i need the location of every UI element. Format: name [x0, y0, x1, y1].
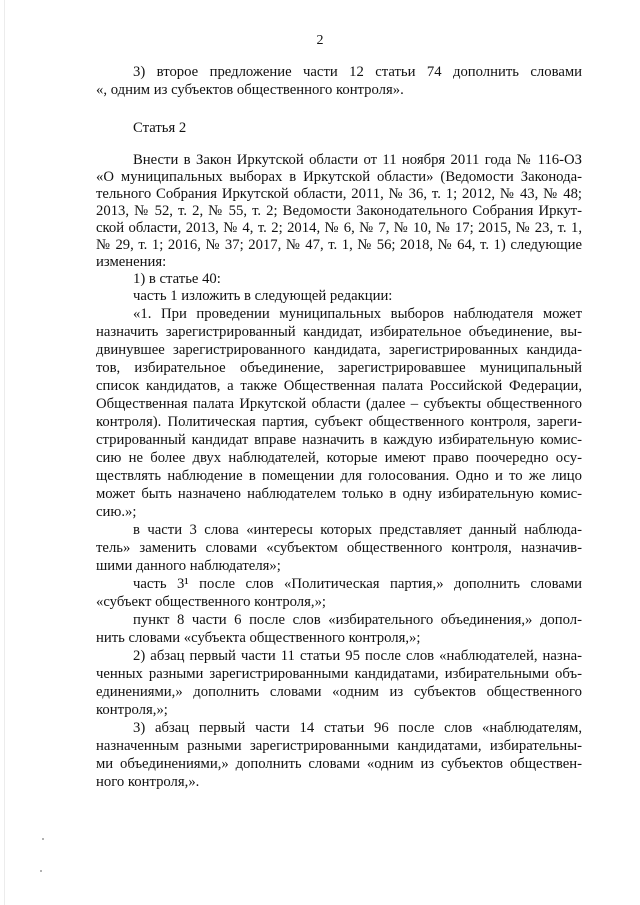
- paragraph-line: 1) в статье 40:: [133, 271, 221, 287]
- paragraph-line: единениями,» дополнить словами «одним из субъектов общественного: [96, 684, 582, 700]
- paragraph-line: 3) второе предложение части 12 статьи 74 дополнить словами: [133, 64, 582, 80]
- scan-speck: [40, 870, 42, 872]
- paragraph-line: ченных разными зарегистрированными кандидатами, избирательными объ-: [96, 666, 582, 682]
- paragraph-line: двинувшее зарегистрированного кандидата, зарегистрированных кандида-: [96, 342, 582, 358]
- scan-speck: [42, 838, 44, 840]
- paragraph-line: тов, избирательное объединение, зарегистрировавшее муниципальный: [96, 360, 582, 376]
- paragraph-line: 3) абзац первый части 14 статьи 96 после слов «наблюдателям,: [133, 720, 582, 736]
- paragraph-line: «субъект общественного контроля,»;: [96, 594, 326, 610]
- paragraph-line: контроля,»;: [96, 702, 168, 718]
- paragraph-line: сию.»;: [96, 504, 137, 520]
- paragraph-line: нить словами «субъекта общественного контроля,»;: [96, 630, 421, 646]
- paragraph-line: часть 1 изложить в следующей редакции:: [133, 288, 393, 304]
- paragraph-line: стрированный кандидат вправе назначить в каждую избирательную комис-: [96, 432, 582, 448]
- paragraph-line: контроля). Политическая партия, субъект общественного контроля, зареги-: [96, 414, 582, 430]
- page-number: 2: [316, 33, 324, 48]
- paragraph-line: пункт 8 части 6 после слов «избирательного объединения,» допол-: [133, 612, 582, 628]
- paragraph-line: может быть назначено наблюдателем только в одну избирательную комис-: [96, 486, 582, 502]
- paragraph-line: «, одним из субъектов общественного контроля».: [96, 82, 404, 98]
- paragraph-line: «О муниципальных выборах в Иркутской области» (Ведомости Законода-: [96, 169, 582, 185]
- paragraph-line: ного контроля,».: [96, 774, 200, 790]
- paragraph-line: часть 3¹ после слов «Политическая партия,» дополнить словами: [133, 576, 582, 592]
- paragraph-line: сию не более двух наблюдателей, которые имеют право поочередно осу-: [96, 450, 582, 466]
- paragraph-line: тельного Собрания Иркутской области, 2011, № 36, т. 1; 2012, № 43, № 48;: [96, 186, 582, 202]
- paragraph-line: назначить зарегистрированный кандидат, избирательное объединение, вы-: [96, 324, 582, 340]
- paragraph-line: ской области, 2013, № 4, т. 2; 2014, № 6, № 7, № 10, № 17; 2015, № 23, т. 1,: [96, 220, 582, 236]
- paragraph-line: «1. При проведении муниципальных выборов наблюдателя может: [133, 306, 582, 322]
- paragraph-line: ми объединениями,» дополнить словами «одним из субъектов обществен-: [96, 756, 582, 772]
- paragraph-line: изменения:: [96, 254, 167, 270]
- paragraph-line: 2) абзац первый части 11 статьи 95 после слов «наблюдателей, назна-: [133, 648, 582, 664]
- paragraph-line: ществлять наблюдение в помещении для голосования. Одно и то же лицо: [96, 468, 582, 484]
- paragraph-line: список кандидатов, а также Общественная палата Российской Федерации,: [96, 378, 582, 394]
- scan-edge-line: [4, 0, 5, 905]
- paragraph-line: назначенным разными зарегистрированными кандидатами, избирательны-: [96, 738, 582, 754]
- paragraph-line: Общественная палата Иркутской области (далее – субъекты общественного: [96, 396, 582, 412]
- paragraph-line: тель» заменить словами «субъектом общественного контроля, назначив-: [96, 540, 582, 556]
- paragraph-line: Внести в Закон Иркутской области от 11 ноября 2011 года № 116-ОЗ: [133, 152, 582, 168]
- paragraph-line: 2013, № 52, т. 2, № 55, т. 2; Ведомости Законодательного Собрания Иркут-: [96, 203, 582, 219]
- paragraph-line: шими данного наблюдателя»;: [96, 558, 281, 574]
- paragraph-line: № 29, т. 1; 2016, № 37; 2017, № 47, т. 1, № 56; 2018, № 64, т. 1) следующие: [96, 237, 582, 253]
- paragraph-line: в части 3 слова «интересы которых представляет данный наблюда-: [133, 522, 582, 538]
- article-heading: Статья 2: [133, 120, 187, 136]
